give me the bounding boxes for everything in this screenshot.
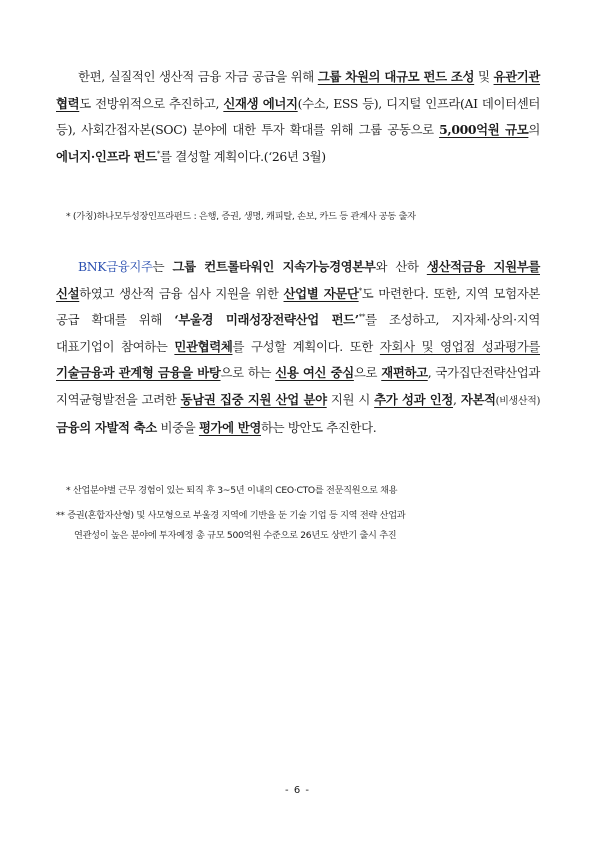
emphasis: 신용 여신 중심 [275,365,354,380]
text: 지원 시 [326,391,375,407]
footnote-line: 증권(혼합자산형) 및 사모형으로 부울경 지역에 기반을 둔 기술 기업 등 지역 전략 산업과 [64,510,406,521]
emphasis: 재편하고 [381,365,428,380]
emphasis: 기술금융과 관계형 금융을 바탕 [56,365,221,380]
text: (수소, ESS 등), 디지털 인프라(AI 데이터센터 등), 사회간접자본(SOC) 분야에 대한 투자 확대를 위해 그룹 공동으로 [56,95,541,137]
paragraph-bnk [56,254,540,442]
emphasis: 5,000억원 규모 [439,122,529,137]
text: 도 전방위적으로 추진하고, [79,95,224,111]
page-number: - 6 - [285,785,310,796]
emphasis: 자본적 [460,391,496,407]
emphasis: 그룹 컨트롤타워인 지속가능경영본부 [172,259,376,274]
emphasis: 그룹 차원의 대규모 펀드 조성 [317,69,475,84]
emphasis: 평가에 반영 [198,420,261,435]
text: 는 [152,259,173,274]
footnote-marker: ** [56,510,65,521]
text: 한편, 실질적인 생산적 금융 자금 공급을 위해 [78,69,318,84]
footnote-advisory: * 산업분야별 근무 경험이 있는 퇴직 후 3~5년 이내의 CEO·CTO를 전문직원으로 채용 [66,485,398,496]
text: 를 조성하고, 지자체·상의·지역 대표기업이 참여하는 [56,312,540,354]
text: 와 산하 [375,259,427,274]
text: 하는 방안도 추진한다. [261,420,377,435]
emphasis: ‘부울경 미래성장전략산업 펀드’ [174,312,359,327]
text: 도 마련한다. 또한, 지역 모험자본 공급 확대를 위해 [56,285,540,327]
underlined-text: 자회사 및 영업점 성과평가를 [379,338,540,354]
emphasis: 민관협력체 [174,338,233,354]
emphasis: 산업별 자문단 [283,285,359,301]
emphasis: 신재생 에너지 [223,95,298,111]
footnote-line: 연관성이 높은 분야에 투자예정 총 규모 500억원 수준으로 26년도 상반기 출시 추진 [74,530,397,541]
text: 및 [474,69,494,84]
footnote-regional-fund [56,506,536,546]
text: 으로 [353,365,382,380]
footnote-marker: ** [358,313,366,321]
text: 를 구성할 계획이다. 또한 [232,338,380,354]
text: 의 [528,122,540,137]
text: , [453,391,461,407]
emphasis: 금융의 자발적 축소 [56,420,157,435]
emphasis: 유관기관 협력 [56,69,541,111]
paragraph-hana-fund [56,64,540,170]
footnote-marker: * [156,149,161,158]
footnote-hana-fund: * (가칭)하나모두성장인프라펀드 : 은행, 증권, 생명, 캐피탈, 손보, 카드 등 관계사 공동 출자 [66,211,416,222]
footnote-marker: * [358,286,362,295]
emphasis: 추가 성과 인정 [374,391,454,407]
text: 으로 하는 [220,365,276,380]
text: 를 결성할 계획이다.(‘26년 3월) [160,148,326,164]
text: 비중을 [156,420,199,435]
emphasis: 에너지·인프라 펀드 [56,148,157,164]
emphasis: 동남권 집중 지원 산업 분야 [180,391,327,407]
emphasis: 생산적금융 지원부를 신설 [56,259,540,301]
company-name: BNK금융지주 [78,259,153,274]
text: 하였고 생산적 금융 심사 지원을 위한 [79,285,284,301]
text: , 국가집단전략산업과 지역균형발전을 고려한 [56,365,541,407]
text-small: (비생산적) [495,395,541,407]
